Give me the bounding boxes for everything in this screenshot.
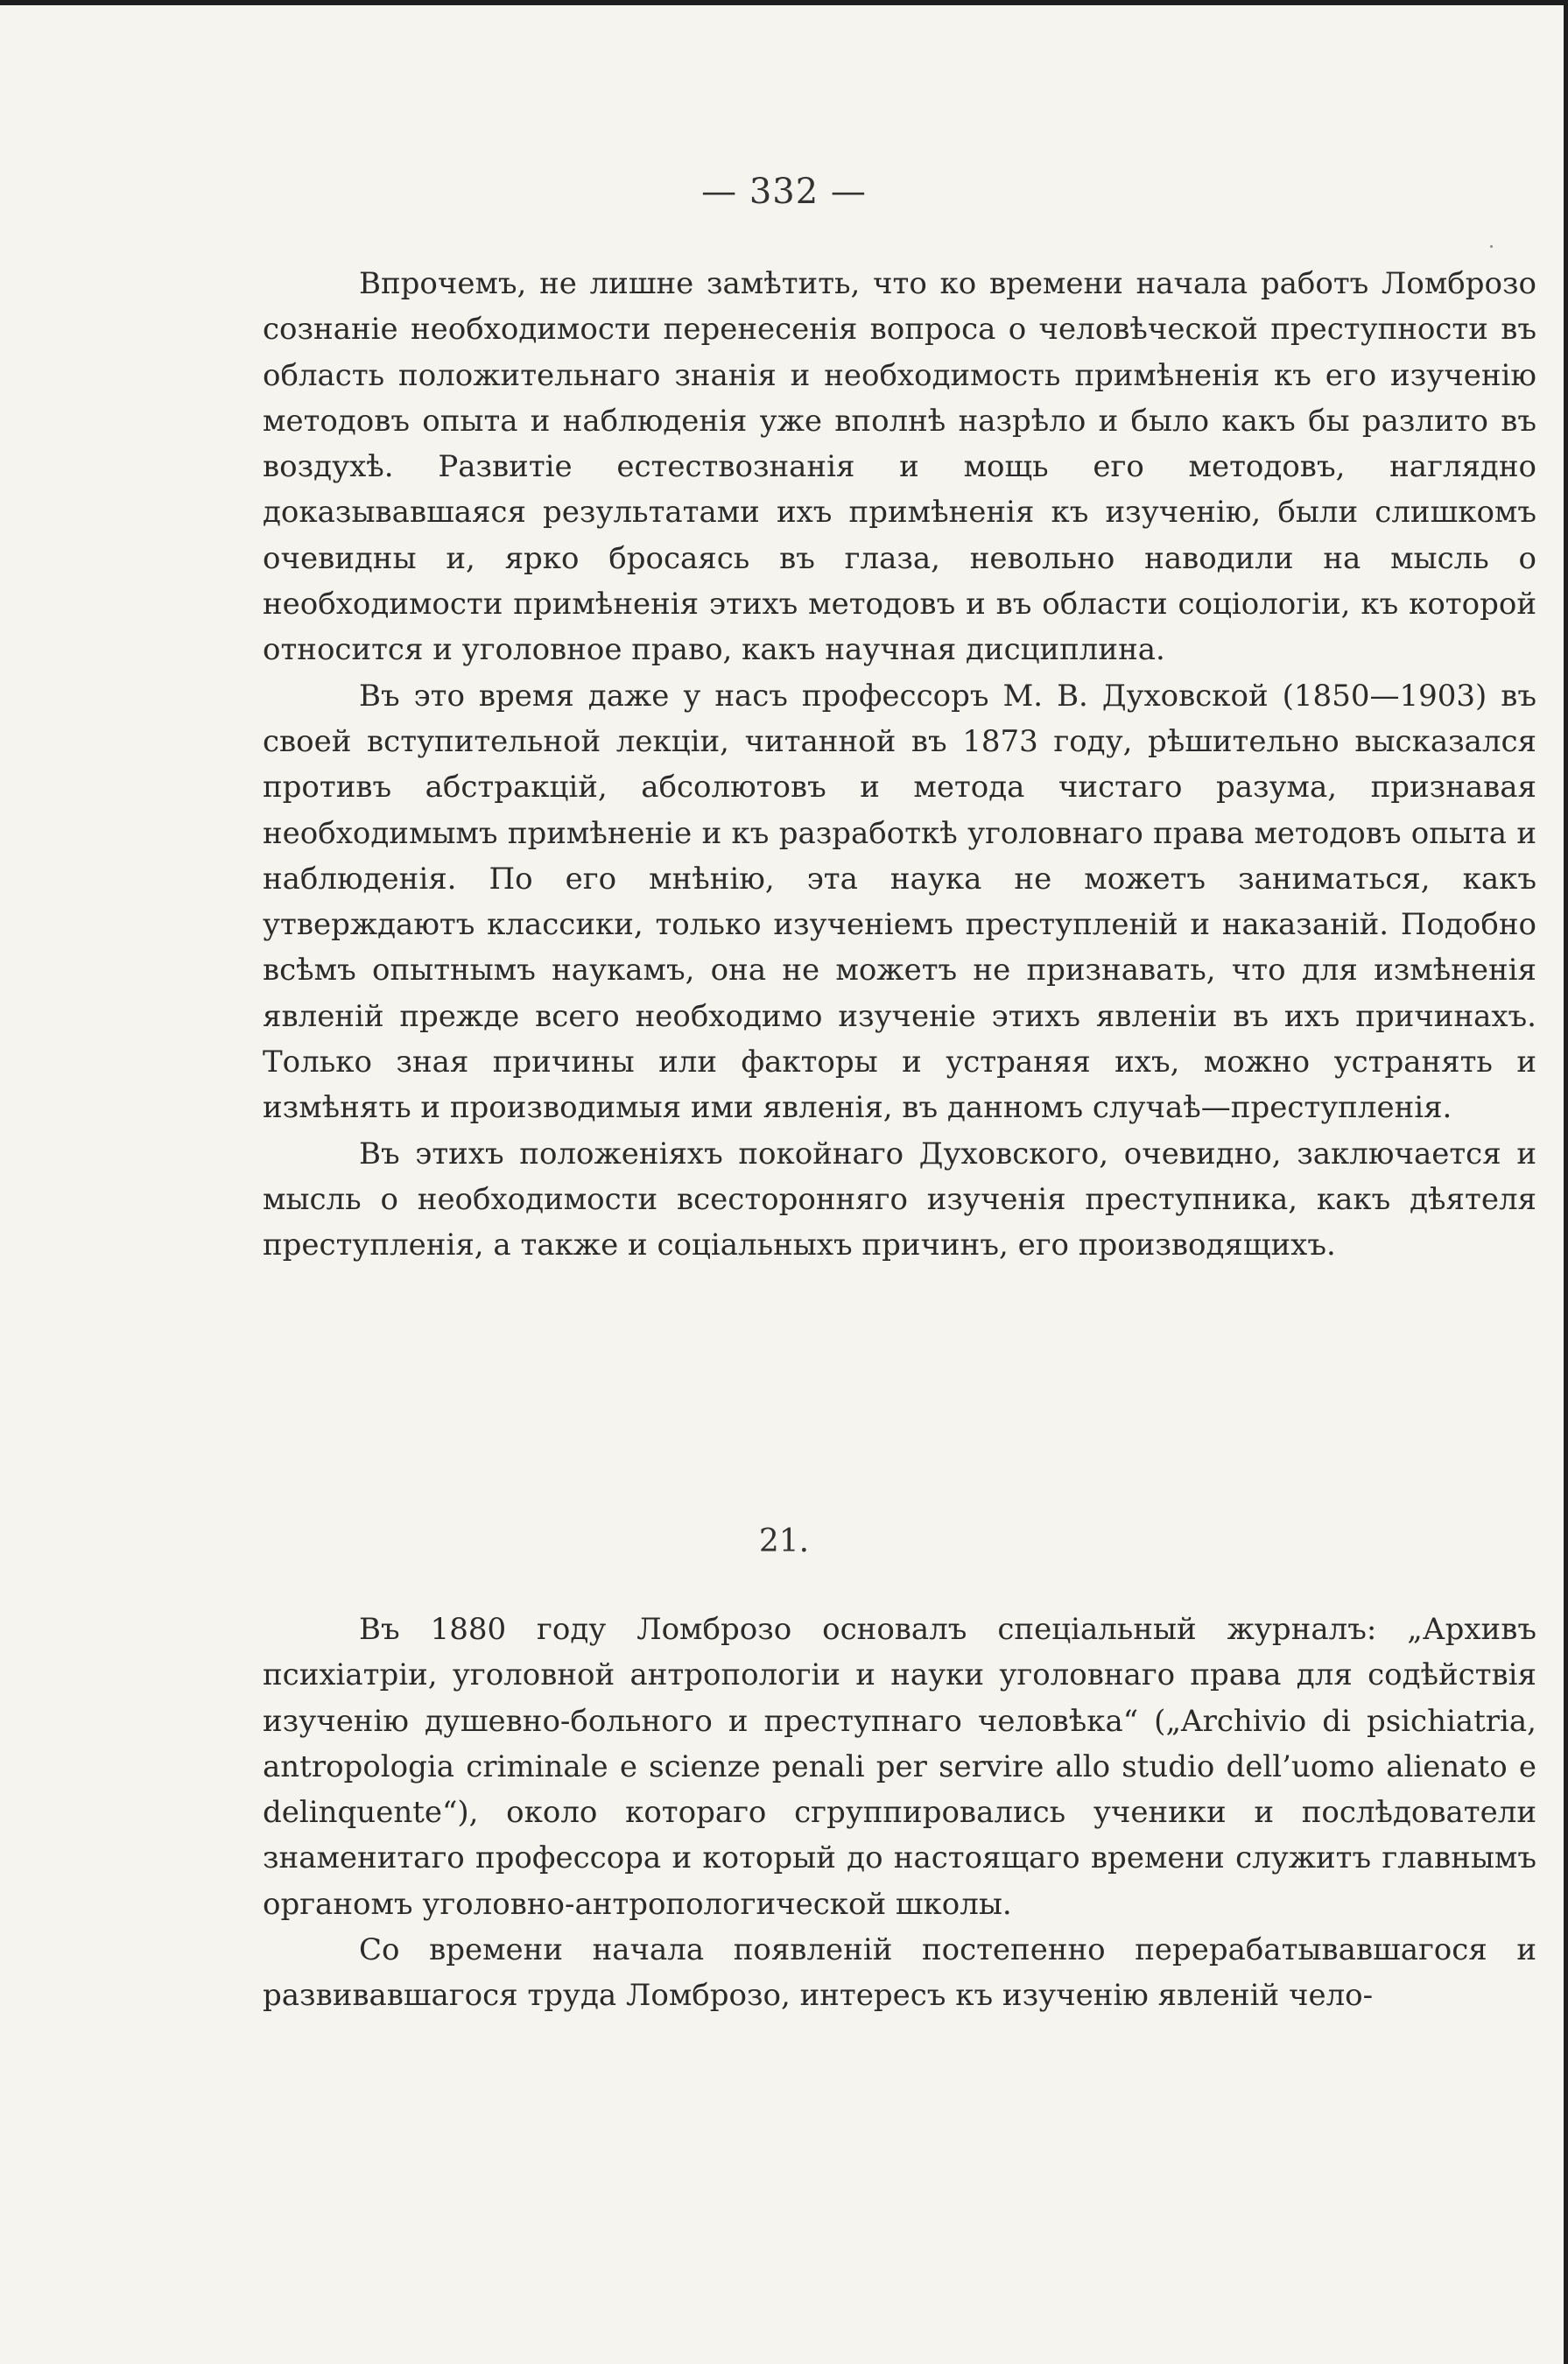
paragraph: Впрочемъ, не лишне замѣтить, что ко времени начала работъ Ломброзо сознаніе необходимости перенесенія вопроса о человѣческой преступности въ область положительнаго знанія и необходимость примѣненія къ его изученію методовъ опыта и наблюденія уже вполнѣ назрѣло и было какъ бы разлито въ воздухѣ. Развитіе естествознанія и мощь его методовъ, наглядно доказывавшаяся результатами ихъ примѣненія къ изученію, были слишкомъ очевидны и, ярко бросаясь въ глаза, невольно наводили на мысль о необходимости примѣненія этихъ методовъ и въ области соціологіи, къ которой относится и уголовное право, какъ научная дисциплина.	[263, 266, 1536, 668]
section-number: 21.	[758, 1523, 810, 1559]
page-number: — 332 —	[701, 172, 867, 212]
paragraph: Въ это время даже у насъ профессоръ М. В. Духовской (1850—1903) въ своей вступительной лекціи, читанной въ 1873 году, рѣшительно высказался противъ абстракцій, абсолютовъ и метода чистаго разума, признавая необходимымъ примѣненіе и къ разработкѣ уголовнаго права методовъ опыта и наблюденія. По его мнѣнію, эта наука не можетъ заниматься, какъ утверждаютъ классики, только изученіемъ преступленій и наказаній. Подобно всѣмъ опытнымъ наукамъ, она не можетъ не признавать, что для измѣненія явленій прежде всего необходимо изученіе этихъ явленіи въ ихъ причинахъ. Только зная причины или факторы и устраняя ихъ, можно устранять и измѣнять и производимыя ими явленія, въ данномъ случаѣ—преступленія.	[263, 678, 1536, 1126]
paragraph: Со времени начала появленій постепенно перерабатывавшагося и развивавшагося труда Ломброзо, интересъ къ изученію явленій чело-	[263, 1932, 1536, 2014]
section-1-text	[263, 261, 1536, 1269]
page-edge-top	[0, 0, 1568, 5]
paragraph: Въ этихъ положеніяхъ покойнаго Духовского, очевидно, заключается и мысль о необходимости всесторонняго изученія преступника, какъ дѣятеля преступленія, а также и соціальныхъ причинъ, его производящихъ.	[263, 1136, 1536, 1263]
paper-speck	[1490, 245, 1493, 248]
page-edge-right	[1564, 0, 1568, 2364]
section-2-text	[263, 1607, 1536, 2019]
paragraph: Въ 1880 году Ломброзо основалъ спеціальный журналъ: „Архивъ психіатріи, уголовной антропологіи и науки уголовнаго права для содѣйствія изученію душевно-больного и преступнаго человѣка“ („Archivio di psichiatria, antropologia criminale e scienze penali per servire allo studio dell’uomo alienato e delinquente“), около котораго сгруппировались ученики и послѣдователи знаменитаго профессора и который до настоящаго времени служитъ главнымъ органомъ уголовно-антропологической школы.	[263, 1612, 1536, 1922]
